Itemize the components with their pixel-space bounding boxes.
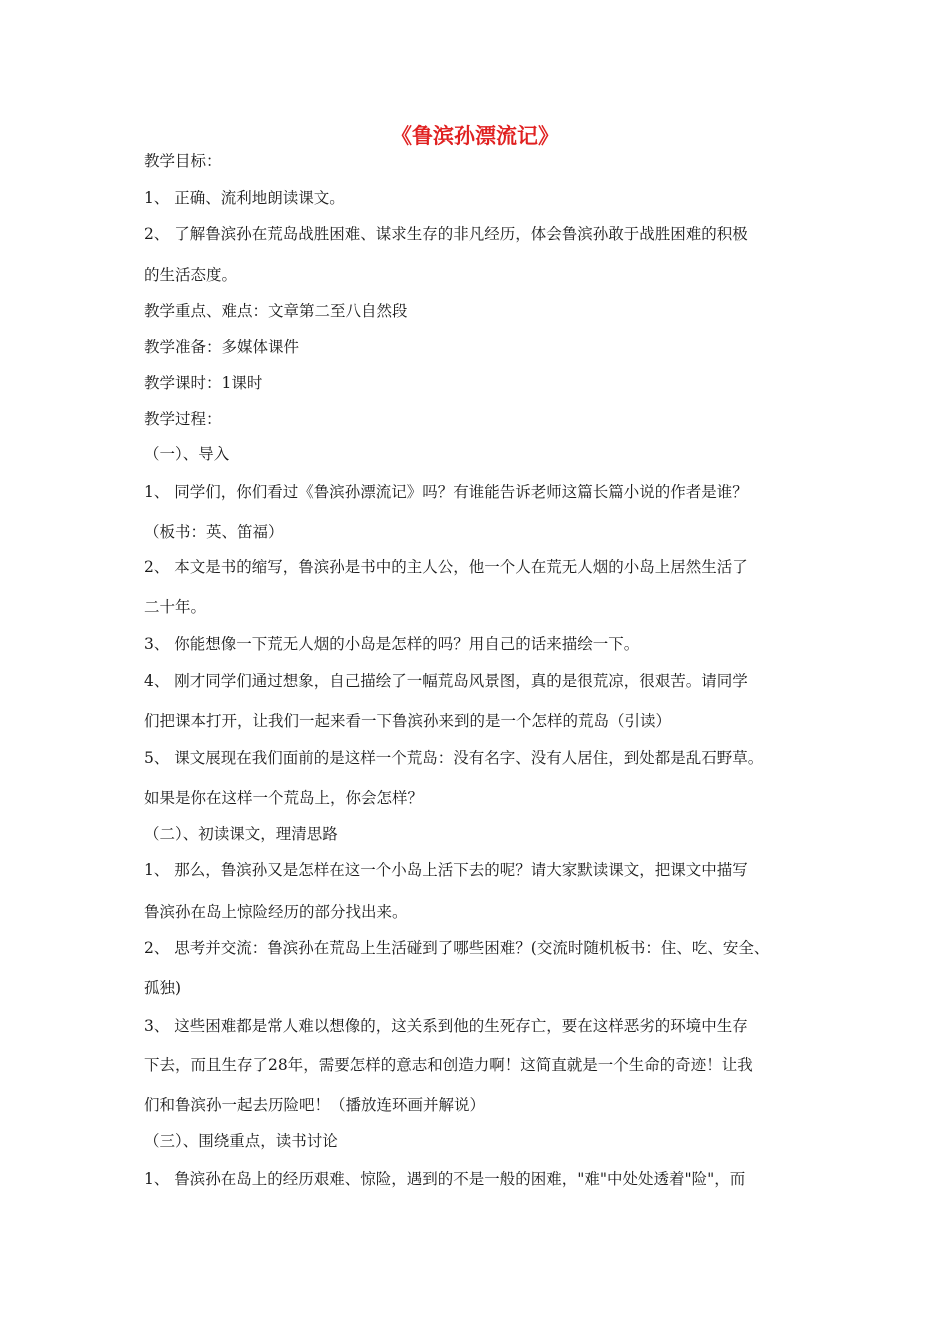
text-line: 1、 那么，鲁滨孙又是怎样在这一个小岛上活下去的呢？请大家默读课文，把课文中描写 (144, 861, 748, 879)
text-line: 的生活态度。 (144, 266, 238, 284)
text-line: 教学过程： (144, 410, 222, 428)
text-line: 1、 同学们，你们看过《鲁滨孙漂流记》吗？有谁能告诉老师这篇长篇小说的作者是谁？ (144, 483, 748, 501)
text-line: 鲁滨孙在岛上惊险经历的部分找出来。 (144, 903, 408, 921)
text-line: 5、 课文展现在我们面前的是这样一个荒岛：没有名字、没有人居住，到处都是乱石野草。 (144, 749, 764, 767)
text-line: （二）、初读课文，理清思路 (144, 825, 338, 843)
text-line: （一）、导入 (144, 445, 230, 463)
text-line: 下去，而且生存了28年，需要怎样的意志和创造力啊！这简直就是一个生命的奇迹！让我 (144, 1056, 753, 1074)
text-line: 们把课本打开，让我们一起来看一下鲁滨孙来到的是一个怎样的荒岛（引读） (144, 712, 672, 730)
text-line: 2、 了解鲁滨孙在荒岛战胜困难、谋求生存的非凡经历，体会鲁滨孙敢于战胜困难的积极 (144, 225, 748, 243)
text-line: 二十年。 (144, 598, 207, 616)
text-line: 如果是你在这样一个荒岛上，你会怎样？ (144, 789, 424, 807)
text-line: 教学目标： (144, 152, 222, 170)
text-line: 教学准备：多媒体课件 (144, 338, 300, 356)
text-line: 2、 思考并交流：鲁滨孙在荒岛上生活碰到了哪些困难？(交流时随机板书：住、吃、安全、 (144, 939, 770, 957)
text-line: 3、 你能想像一下荒无人烟的小岛是怎样的吗？用自己的话来描绘一下。 (144, 635, 640, 653)
text-line: 3、 这些困难都是常人难以想像的，这关系到他的生死存亡，要在这样恶劣的环境中生存 (144, 1017, 748, 1035)
text-line: 教学课时：1课时 (144, 374, 263, 392)
text-line: （板书：英、笛福） (144, 523, 284, 541)
text-line: 4、 刚才同学们通过想象，自己描绘了一幅荒岛风景图，真的是很荒凉，很艰苦。请同学 (144, 672, 748, 690)
text-line: 2、 本文是书的缩写，鲁滨孙是书中的主人公，他一个人在荒无人烟的小岛上居然生活了 (144, 558, 748, 576)
text-line: 教学重点、难点：文章第二至八自然段 (144, 302, 408, 320)
text-line: 孤独) (144, 979, 182, 997)
text-line: 1、 正确、流利地朗读课文。 (144, 189, 345, 207)
text-line: （三）、围绕重点，读书讨论 (144, 1132, 338, 1150)
text-line: 1、 鲁滨孙在岛上的经历艰难、惊险，遇到的不是一般的困难，"难"中处处透着"险"，而 (144, 1170, 746, 1188)
text-line: 们和鲁滨孙一起去历险吧！（播放连环画并解说） (144, 1096, 486, 1114)
page-title: 《鲁滨孙漂流记》 (391, 124, 559, 148)
